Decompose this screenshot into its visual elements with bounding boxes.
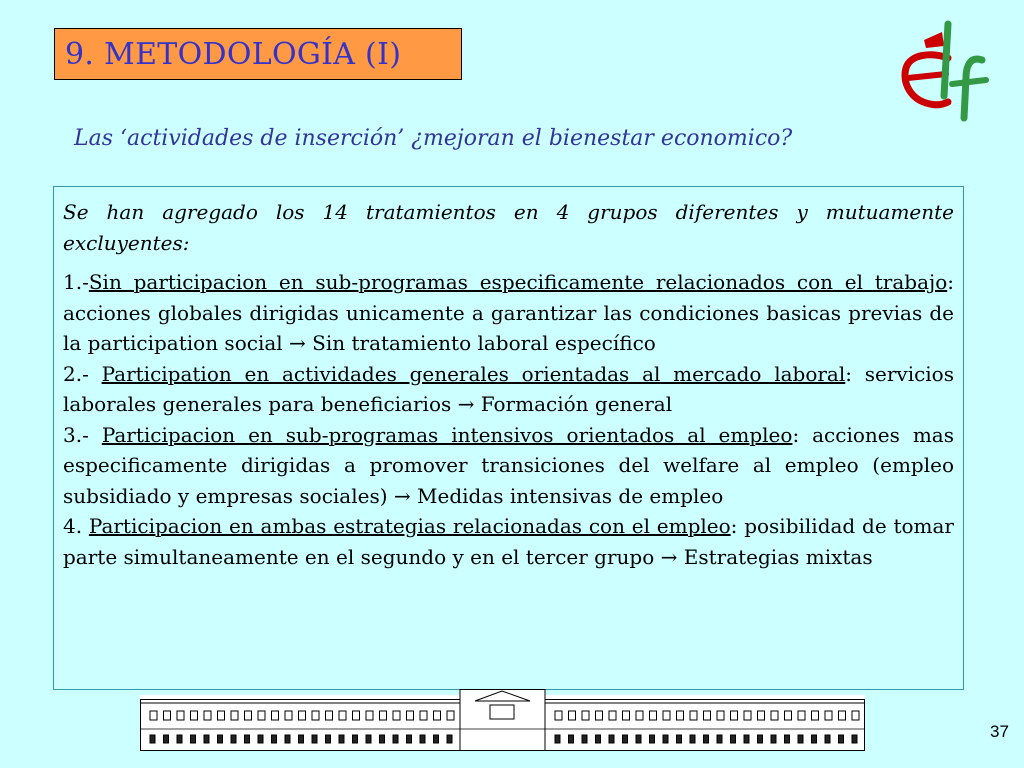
item-number: 4. bbox=[63, 514, 89, 538]
list-item bbox=[63, 420, 954, 512]
item-result: Formación general bbox=[480, 392, 673, 416]
arrow-icon: → bbox=[282, 331, 313, 355]
item-number: 3.- bbox=[63, 422, 102, 447]
item-number: 1.- bbox=[63, 270, 89, 294]
item-number: 2.- bbox=[63, 361, 102, 386]
arrow-icon: → bbox=[451, 392, 481, 416]
intro-paragraph bbox=[63, 197, 954, 258]
item-body: : acciones mas especificamente dirigidas a promover transiciones del welfare al empleo (empleo subsidiado y empresas sociales) bbox=[63, 422, 954, 508]
arrow-icon: → bbox=[387, 483, 418, 508]
item-heading: Participacion en ambas estrategias relacionadas con el empleo bbox=[88, 514, 731, 538]
title-box bbox=[54, 28, 462, 80]
list-item bbox=[63, 511, 954, 572]
item-result: Estrategias mixtas bbox=[683, 544, 873, 569]
ef-logo-icon bbox=[896, 16, 1006, 122]
list-item bbox=[63, 267, 954, 359]
arrow-icon: → bbox=[654, 544, 684, 569]
building-illustration-icon bbox=[140, 689, 865, 751]
item-body: : posibilidad de tomar parte simultaneamente en el segundo y en el tercer grupo bbox=[63, 514, 954, 569]
item-heading: Participation en actividades generales orientadas al mercado laboral bbox=[101, 361, 846, 386]
item-body: : acciones globales dirigidas unicamente a garantizar las condiciones basicas previas de la participation social bbox=[63, 270, 954, 355]
item-body: : servicios laborales generales para beneficiarios bbox=[63, 361, 954, 416]
slide-subtitle: Las ‘actividades de inserción’ ¿mejoran el bienestar economico? bbox=[74, 126, 793, 151]
list-item bbox=[63, 359, 954, 420]
page-number: 37 bbox=[990, 722, 1009, 741]
item-result: Sin tratamiento laboral específico bbox=[312, 331, 656, 355]
slide-title: 9. METODOLOGÍA (I) bbox=[65, 36, 402, 72]
intro-colon: : bbox=[182, 230, 190, 255]
item-heading: Participacion en sub-programas intensivos orientados al empleo bbox=[101, 422, 793, 447]
intro-text: Se han agregado los 14 tratamientos en 4 grupos diferentes y mutuamente excluyentes bbox=[63, 200, 954, 255]
item-heading: Sin participacion en sub-programas especificamente relacionados con el trabajo bbox=[88, 270, 948, 294]
item-result: Medidas intensivas de empleo bbox=[417, 483, 724, 508]
content-box bbox=[53, 186, 964, 690]
